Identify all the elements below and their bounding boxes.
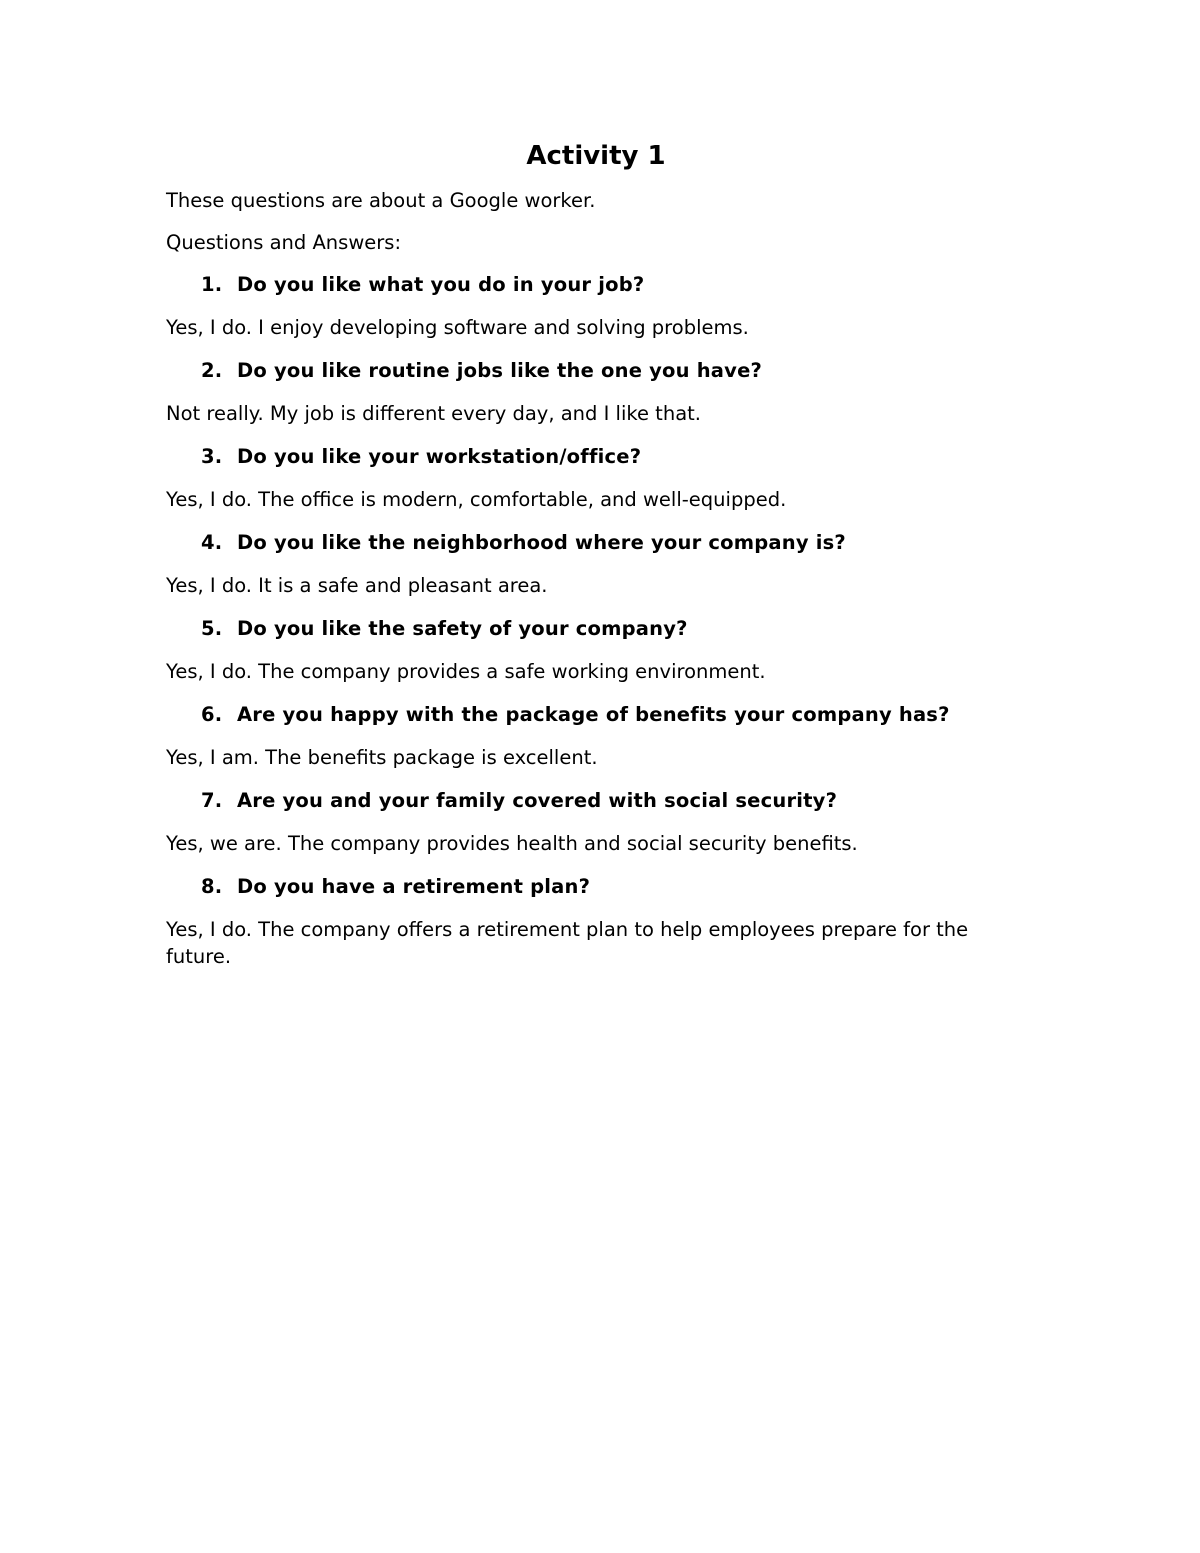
question-number: 1. bbox=[201, 273, 223, 296]
question-number: 7. bbox=[201, 789, 223, 812]
question bbox=[166, 874, 1026, 900]
question-text: Do you like the neighborhood where your company is? bbox=[237, 531, 846, 554]
question bbox=[166, 444, 1026, 470]
answer-text: Yes, I do. The office is modern, comfortable, and well-equipped. bbox=[166, 488, 787, 511]
subheading-text: Questions and Answers: bbox=[166, 231, 402, 254]
qa-item-1 bbox=[166, 272, 1026, 341]
document-body bbox=[166, 138, 1026, 987]
question bbox=[166, 616, 1026, 642]
question-text: Are you and your family covered with social security? bbox=[237, 789, 838, 812]
qa-item-6 bbox=[166, 702, 1026, 771]
question bbox=[166, 358, 1026, 384]
answer-text: Yes, we are. The company provides health and social security benefits. bbox=[166, 832, 858, 855]
question-number: 6. bbox=[201, 703, 223, 726]
document-title: Activity 1 bbox=[526, 141, 666, 171]
qa-item-4 bbox=[166, 530, 1026, 599]
question bbox=[166, 788, 1026, 814]
question-text: Do you like routine jobs like the one you have? bbox=[237, 359, 763, 382]
answer-text: Yes, I do. The company provides a safe working environment. bbox=[166, 660, 766, 683]
question-number: 4. bbox=[201, 531, 223, 554]
qa-item-8 bbox=[166, 874, 1026, 970]
question-number: 8. bbox=[201, 875, 223, 898]
qa-item-3 bbox=[166, 444, 1026, 513]
question-number: 2. bbox=[201, 359, 223, 382]
question-text: Do you like your workstation/office? bbox=[237, 445, 642, 468]
answer-text: Not really. My job is different every day, and I like that. bbox=[166, 402, 701, 425]
question-number: 5. bbox=[201, 617, 223, 640]
question-number: 3. bbox=[201, 445, 223, 468]
qa-item-7 bbox=[166, 788, 1026, 857]
answer-text: Yes, I am. The benefits package is excellent. bbox=[166, 746, 598, 769]
question bbox=[166, 702, 1026, 728]
answer-text: Yes, I do. I enjoy developing software and solving problems. bbox=[166, 316, 749, 339]
question bbox=[166, 272, 1026, 298]
qa-item-2 bbox=[166, 358, 1026, 427]
question-text: Do you have a retirement plan? bbox=[237, 875, 591, 898]
answer-text: Yes, I do. The company offers a retirement plan to help employees prepare for the future. bbox=[166, 918, 969, 968]
qa-item-5 bbox=[166, 616, 1026, 685]
question bbox=[166, 530, 1026, 556]
question-text: Are you happy with the package of benefits your company has? bbox=[237, 703, 950, 726]
intro-text: These questions are about a Google worker. bbox=[166, 189, 596, 212]
question-text: Do you like what you do in your job? bbox=[237, 273, 645, 296]
question-text: Do you like the safety of your company? bbox=[237, 617, 688, 640]
answer-text: Yes, I do. It is a safe and pleasant area. bbox=[166, 574, 548, 597]
